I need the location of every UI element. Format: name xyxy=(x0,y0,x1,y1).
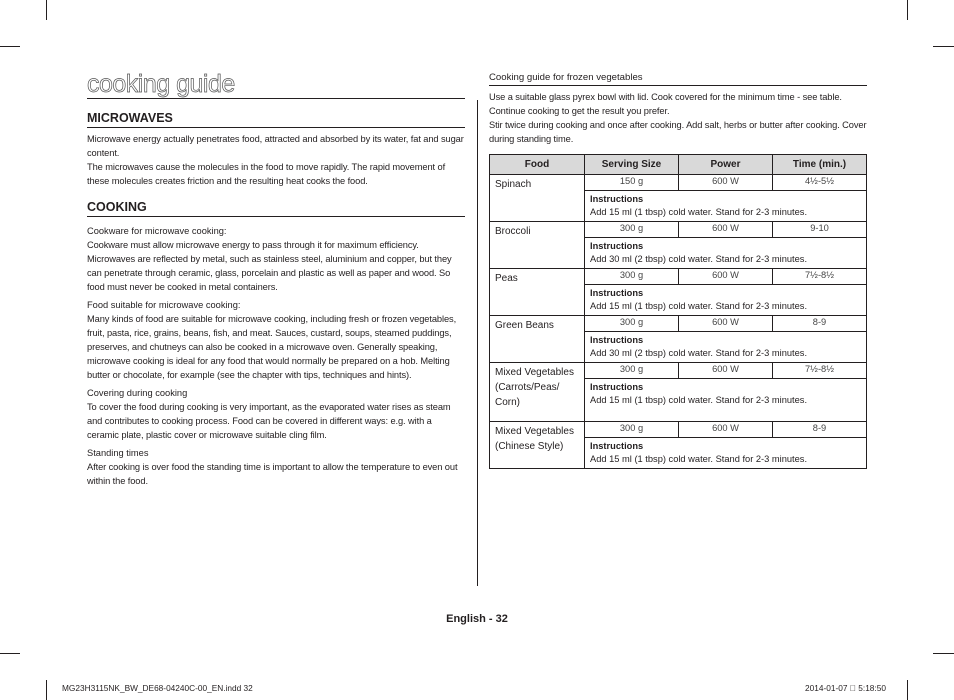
column-header-serving-size: Serving Size xyxy=(585,155,679,175)
instructions-text: Add 30 ml (2 tbsp) cold water. Stand for 2-3 minutes. xyxy=(590,348,808,358)
page-number: English - 32 xyxy=(446,613,508,625)
food-cell: Mixed Vegetables (Carrots/Peas/ Corn) xyxy=(490,363,585,422)
table-body xyxy=(490,175,867,469)
crop-mark xyxy=(907,0,908,20)
instructions-text: Add 15 ml (1 tbsp) cold water. Stand for 2-3 minutes. xyxy=(590,395,808,405)
time-cell: 9-10 xyxy=(773,222,867,238)
instructions-text: Add 15 ml (1 tbsp) cold water. Stand for 2-3 minutes. xyxy=(590,207,808,217)
instructions-label: Instructions xyxy=(590,335,644,345)
cooking-heading: COOKING xyxy=(87,200,465,217)
power-cell: 600 W xyxy=(679,316,773,332)
crop-mark xyxy=(46,680,47,700)
microwaves-paragraph: Microwave energy actually penetrates food, attracted and absorbed by its water, fat and sugar content. xyxy=(87,134,464,158)
crop-mark xyxy=(933,46,954,47)
instructions-cell xyxy=(585,379,867,422)
time-cell: 8-9 xyxy=(773,316,867,332)
power-cell: 600 W xyxy=(679,222,773,238)
food-cell: Green Beans xyxy=(490,316,585,363)
food-suitable-heading: Food suitable for microwave cooking: xyxy=(87,300,241,310)
serving-size-cell: 300 g xyxy=(585,422,679,438)
crop-mark xyxy=(46,0,47,20)
table-header-row xyxy=(490,155,867,175)
column-header-time: Time (min.) xyxy=(773,155,867,175)
cookware-heading: Cookware for microwave cooking: xyxy=(87,226,227,236)
time-cell: 7½-8½ xyxy=(773,363,867,379)
instructions-label: Instructions xyxy=(590,441,644,451)
microwaves-heading: MICROWAVES xyxy=(87,111,465,128)
standing-times-text: After cooking is over food the standing time is important to allow the temperature to even out within the food. xyxy=(87,462,458,486)
crop-mark xyxy=(933,653,954,654)
time-cell: 4½-5½ xyxy=(773,175,867,191)
page-title: cooking guide xyxy=(87,70,235,98)
title-rule xyxy=(87,98,465,99)
crop-mark xyxy=(907,680,908,700)
table-row xyxy=(490,422,867,438)
column-header-food: Food xyxy=(490,155,585,175)
instructions-label: Instructions xyxy=(590,194,644,204)
footer-file-info: MG23H3115NK_BW_DE68-04240C-00_EN.indd 32 xyxy=(62,683,253,693)
instructions-cell xyxy=(585,438,867,469)
standing-times-heading: Standing times xyxy=(87,448,149,458)
instructions-cell xyxy=(585,285,867,316)
frozen-intro-paragraph: Use a suitable glass pyrex bowl with lid. Cook covered for the minimum time - see table. Continue cooking to get the result you prefer. xyxy=(489,92,842,116)
power-cell: 600 W xyxy=(679,363,773,379)
serving-size-cell: 300 g xyxy=(585,222,679,238)
covering-heading: Covering during cooking xyxy=(87,388,188,398)
cookware-text: Cookware must allow microwave energy to pass through it for maximum efficiency. Microwaves are reflected by metal, such as stainless steel, aluminium and copper, but they can penetrate through ceramic, glass, porcelain and plastic as well as paper and wood. So food must never be cooked in metal containers. xyxy=(87,240,452,292)
power-cell: 600 W xyxy=(679,175,773,191)
instructions-text: Add 15 ml (1 tbsp) cold water. Stand for 2-3 minutes. xyxy=(590,454,808,464)
table-row xyxy=(490,363,867,379)
table-row xyxy=(490,175,867,191)
instructions-label: Instructions xyxy=(590,241,644,251)
instructions-text: Add 30 ml (2 tbsp) cold water. Stand for 2-3 minutes. xyxy=(590,254,808,264)
frozen-intro xyxy=(489,90,867,146)
crop-mark xyxy=(0,46,20,47)
microwaves-body xyxy=(87,132,465,188)
serving-size-cell: 300 g xyxy=(585,269,679,285)
left-column xyxy=(87,70,465,488)
power-cell: 600 W xyxy=(679,422,773,438)
frozen-intro-paragraph: Stir twice during cooking and once after cooking. Add salt, herbs or butter after cooking. Cover during standing time. xyxy=(489,120,867,144)
instructions-cell xyxy=(585,238,867,269)
food-suitable-text: Many kinds of food are suitable for microwave cooking, including fresh or frozen vegetables, fruit, pasta, rice, grains, beans, fish, and meat. Sauces, custard, soups, steamed puddings, preserves, and chutneys can also be cooked in a microwave oven. Generally speaking, microwave cooking is ideal for any food that would normally be prepared on a hob. Melting butter or chocolate, for example (see the chapter with tips, techniques and hints). xyxy=(87,314,457,380)
footer-timestamp: 2014-01-07   5:18:50 xyxy=(805,683,886,693)
column-divider xyxy=(477,100,478,586)
instructions-label: Instructions xyxy=(590,382,644,392)
time-cell: 8-9 xyxy=(773,422,867,438)
microwaves-paragraph: The microwaves cause the molecules in the food to move rapidly. The rapid movement of these molecules creates friction and the resulting heat cooks the food. xyxy=(87,162,446,186)
food-cell: Peas xyxy=(490,269,585,316)
instructions-cell xyxy=(585,191,867,222)
time-cell: 7½-8½ xyxy=(773,269,867,285)
food-cell: Broccoli xyxy=(490,222,585,269)
column-header-power: Power xyxy=(679,155,773,175)
serving-size-cell: 150 g xyxy=(585,175,679,191)
serving-size-cell: 300 g xyxy=(585,363,679,379)
serving-size-cell: 300 g xyxy=(585,316,679,332)
food-cell: Spinach xyxy=(490,175,585,222)
frozen-vegetables-table xyxy=(489,154,867,469)
right-column xyxy=(489,72,867,469)
table-row xyxy=(490,222,867,238)
table-row xyxy=(490,316,867,332)
instructions-text: Add 15 ml (1 tbsp) cold water. Stand for 2-3 minutes. xyxy=(590,301,808,311)
crop-mark xyxy=(0,653,20,654)
food-cell: Mixed Vegetables (Chinese Style) xyxy=(490,422,585,469)
table-row xyxy=(490,269,867,285)
instructions-label: Instructions xyxy=(590,288,644,298)
power-cell: 600 W xyxy=(679,269,773,285)
frozen-vegetables-heading: Cooking guide for frozen vegetables xyxy=(489,72,867,86)
covering-text: To cover the food during cooking is very important, as the evaporated water rises as steam and contributes to cooking process. Food can be covered in different ways: e.g. with a ceramic plate, plastic cover or microwave suitable cling film. xyxy=(87,402,451,440)
instructions-cell xyxy=(585,332,867,363)
